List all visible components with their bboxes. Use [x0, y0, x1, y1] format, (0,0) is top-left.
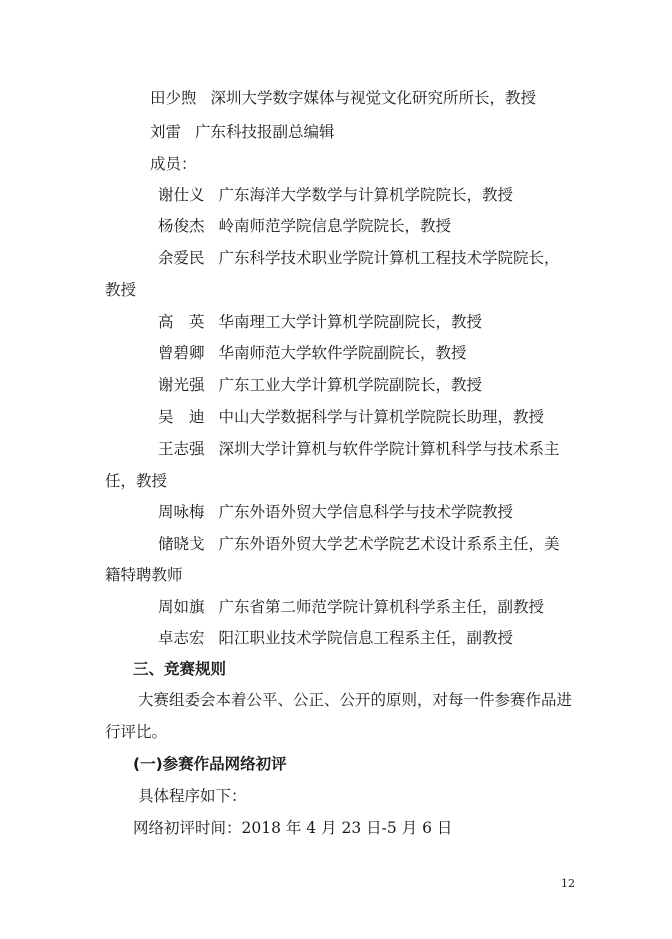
member-desc: 广东海洋大学数学与计算机学院院长，教授: [218, 186, 514, 204]
member-name: 谢仕义: [158, 186, 205, 204]
member-desc: 广东外语外贸大学信息科学与技术学院教授: [218, 503, 514, 521]
member-name: 谢光强: [158, 376, 205, 394]
member-desc: 阳江职业技术学院信息工程系主任，副教授: [218, 629, 514, 647]
member-line: [158, 216, 451, 236]
member-line: [158, 439, 560, 459]
page-number: 12: [561, 877, 575, 890]
member-desc: 华南师范大学软件学院副院长，教授: [218, 344, 467, 362]
member-name: 储晓戈: [158, 535, 205, 553]
member-name: 周如旗: [158, 598, 205, 616]
member-name: 杨俊杰: [158, 217, 205, 235]
member-desc-continued: 任，教授: [105, 472, 168, 490]
member-name: 余爱民: [158, 249, 205, 267]
member-line: [158, 312, 482, 332]
member-desc: 深圳大学计算机与软件学院计算机科学与技术系主: [218, 440, 560, 458]
members-label: 成员：: [150, 155, 197, 173]
member-line: [150, 122, 335, 142]
member-desc: 广东科学技术职业学院计算机工程技术学院院长，: [218, 249, 560, 267]
member-line: [158, 407, 544, 427]
member-line: [158, 375, 482, 395]
member-desc: 中山大学数据科学与计算机学院院长助理，教授: [218, 408, 545, 426]
member-line: [150, 88, 536, 108]
member-desc: 岭南师范学院信息学院院长，教授: [218, 217, 452, 235]
member-line: [158, 597, 544, 617]
member-name: 卓志宏: [158, 629, 205, 647]
member-line: [158, 185, 513, 205]
member-desc-continued: 籍特聘教师: [105, 566, 183, 584]
paragraph-line: 网络初评时间：2018 年 4 月 23 日-5 月 6 日: [133, 819, 453, 837]
paragraph-line: 大赛组委会本着公平、公正、公开的原则，对每一件参赛作品进: [138, 691, 573, 709]
member-line: [158, 343, 467, 363]
member-desc: 广东省第二师范学院计算机科学系主任，副教授: [218, 598, 545, 616]
member-name: 曾碧卿: [158, 344, 205, 362]
member-desc: 广东科技报副总编辑: [195, 123, 335, 141]
member-desc-continued: 教授: [105, 281, 137, 299]
member-name: 田少煦: [150, 89, 197, 107]
member-name: 吴 迪: [158, 408, 205, 426]
member-desc: 广东工业大学计算机学院副院长，教授: [218, 376, 483, 394]
member-name: 刘雷: [150, 123, 182, 141]
member-line: [158, 534, 560, 554]
paragraph-line: 具体程序如下：: [138, 787, 247, 805]
member-desc: 深圳大学数字媒体与视觉文化研究所所长，教授: [210, 89, 537, 107]
member-name: 高 英: [158, 313, 205, 331]
member-line: [158, 628, 513, 648]
paragraph-line: 行评比。: [105, 723, 168, 741]
member-line: [158, 502, 513, 522]
subsection-heading: (一)参赛作品网络初评: [133, 755, 287, 773]
member-name: 周咏梅: [158, 503, 205, 521]
member-line: [158, 248, 560, 268]
member-desc: 广东外语外贸大学艺术学院艺术设计系系主任，美: [218, 535, 560, 553]
member-name: 王志强: [158, 440, 205, 458]
section-heading: 三、竞赛规则: [133, 660, 227, 678]
member-desc: 华南理工大学计算机学院副院长，教授: [218, 313, 483, 331]
